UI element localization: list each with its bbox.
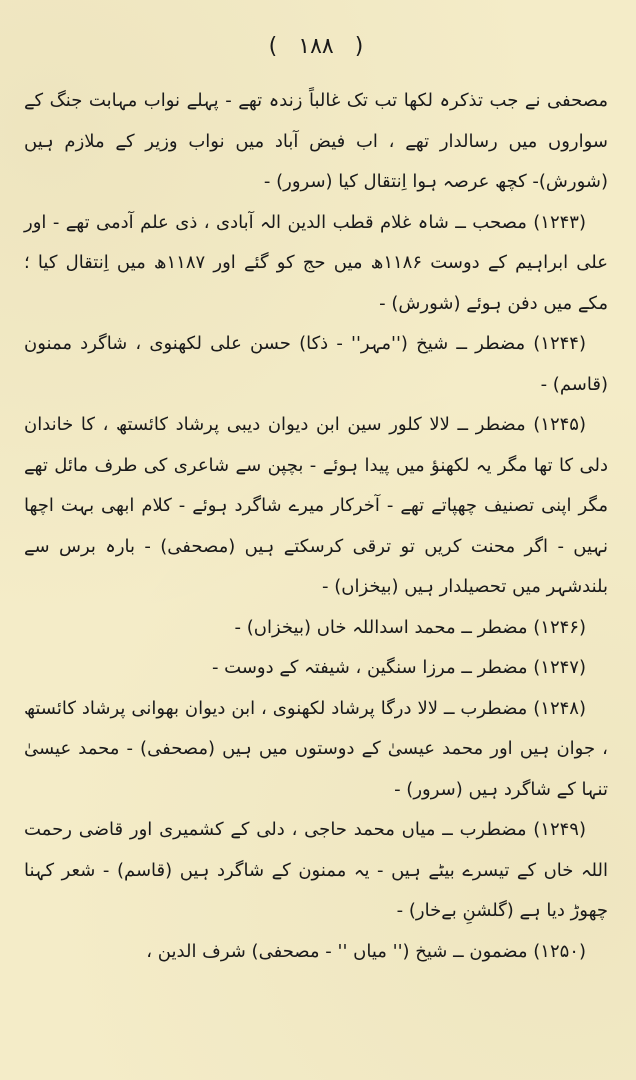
page-number <box>24 34 608 59</box>
entry-1245: (۱۲۴۵) مضطر ــ لالا کلور سین ابن دیوان دیبی پرشاد کائستھ ، کا خاندان دلی کا تھا مگر یہ لکھنؤ میں پیدا ہوئے - بچپن سے شاعری کی طرف مائل تھے مگر اپنی تصنیف چھپاتے تھے - آخرکار میرے شاگرد ہوئے - کلام ابھی بہت اچھا نہیں - اگر محنت کریں تو ترقی کرسکتے ہیں (مصحفی) - بارہ برس سے بلندشہر میں تحصیلدار ہیں (بیخزاں) - <box>24 414 608 597</box>
page-body-text <box>24 81 608 972</box>
entry-1249: (۱۲۴۹) مضطرب ــ میاں محمد حاجی ، دلی کے کشمیری اور قاضی رحمت اللہ خاں کے تیسرے بیٹے ہیں - یہ ممنون کے شاگرد ہیں (قاسم) - شعر کہنا چھوڑ دیا ہے (گلشنِ بےخار) - <box>24 819 608 921</box>
entry-1247: (۱۲۴۷) مضطر ــ مرزا سنگین ، شیفتہ کے دوست - <box>211 657 586 678</box>
page-number-close-bracket: ) <box>354 34 364 59</box>
entry-1244: (۱۲۴۴) مضطر ــ شیخ (''مہر'' - ذکا) حسن علی لکھنوی ، شاگرد ممنون (قاسم) - <box>24 333 608 395</box>
entry-1250: (۱۲۵۰) مضمون ــ شیخ ('' میاں '' - مصحفی) شرف الدین ، <box>146 940 586 962</box>
entry-1243: (۱۲۴۳) مصحب ــ شاہ غلام قطب الدین الہ آبادی ، ذی علم آدمی تھے - اور علی ابراہیم کے دوست ۱۱۸۶ھ میں حج کو گئے اور ۱۱۸۷ھ میں اِنتقال کیا ؛ مکے میں دفن ہوئے (شورش) - <box>24 211 608 314</box>
paragraph-intro: مصحفی نے جب تذکرہ لکھا تب تک غالباً زندہ تھے - پہلے نواب مہابت جنگ کے سواروں میں رسالدار تھے ، اب فیض آباد میں نواب وزیر کے ملازم ہیں (شورش)- کچھ عرصہ ہوا اِنتقال کیا (سرور) - <box>24 90 608 192</box>
entry-1248: (۱۲۴۸) مضطرب ــ لالا درگا پرشاد لکھنوی ، ابن دیوان بھوانی پرشاد کائستھ ، جوان ہیں اور محمد عیسیٰ کے دوستوں میں ہیں (مصحفی) - محمد عیسیٰ تنہا کے شاگرد ہیں (سرور) - <box>24 697 608 800</box>
page-number-value: ۱۸۸ <box>298 34 334 59</box>
page-number-open-bracket: ( <box>268 34 278 59</box>
entry-1246: (۱۲۴۶) مضطر ــ محمد اسداللہ خاں (بیخزاں) - <box>234 616 586 638</box>
